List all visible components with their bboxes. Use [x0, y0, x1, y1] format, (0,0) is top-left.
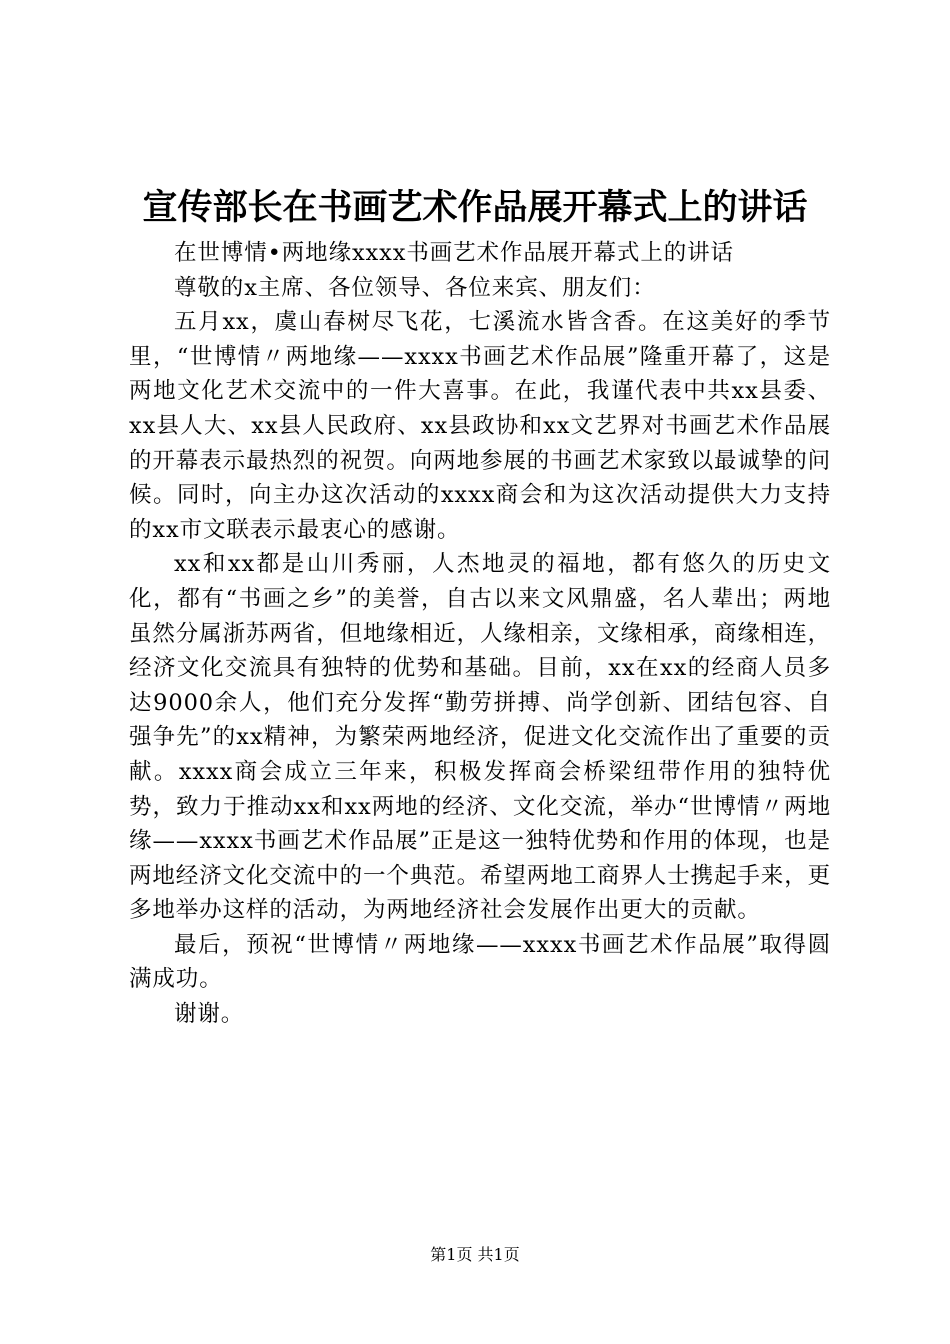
body-paragraph-2: xx和xx都是山川秀丽，人杰地灵的福地，都有悠久的历史文化，都有“书画之乡”的美誉，自古以来文风鼎盛，名人辈出；两地虽然分属浙苏两省，但地缘相近，人缘相亲，文缘相承，商缘相连，经济文化交流具有独特的优势和基础。目前，xx在xx的经商人员多达9000余人，他们充分发挥“勤劳拼搏、尚学创新、团结包容、自强争先”的xx精神，为繁荣两地经济，促进文化交流作出了重要的贡献。xxxx商会成立三年来，积极发挥商会桥梁纽带作用的独特优势，致力于推动xx和xx两地的经济、文化交流，举办“世博情〃两地缘——xxxx书画艺术作品展”正是这一独特优势和作用的体现，也是两地经济文化交流中的一个典范。希望两地工商界人士携起手来，更多地举办这样的活动，为两地经济社会发展作出更大的贡献。 [129, 551, 832, 924]
document-title: 宣传部长在书画艺术作品展开幕式上的讲话 [142, 188, 808, 228]
salutation-paragraph: 尊敬的x主席、各位领导、各位来宾、朋友们： [174, 274, 656, 301]
document-body [129, 236, 831, 1032]
subtitle-paragraph: 在世博情•两地缘xxxx书画艺术作品展开幕式上的讲话 [174, 240, 734, 266]
body-paragraph-1: 五月xx，虞山春树尽飞花，七溪流水皆含香。在这美好的季节里，“世博情〃两地缘——xxxx书画艺术作品展”隆重开幕了，这是两地文化艺术交流中的一件大喜事。在此，我谨代表中共xx县委、xx县人大、xx县人民政府、xx县政协和xx文艺界对书画艺术作品展的开幕表示最热烈的祝贺。向两地参展的书画艺术家致以最诚挚的问候。同时，向主办这次活动的xxxx商会和为这次活动提供大力支持的xx市文联表示最衷心的感谢。 [129, 309, 832, 543]
thanks-paragraph: 谢谢。 [174, 1001, 245, 1028]
page-footer: 第1页 共1页 [430, 1245, 520, 1264]
closing-paragraph: 最后，预祝“世博情〃两地缘——xxxx书画艺术作品展”取得圆满成功。 [129, 931, 831, 993]
